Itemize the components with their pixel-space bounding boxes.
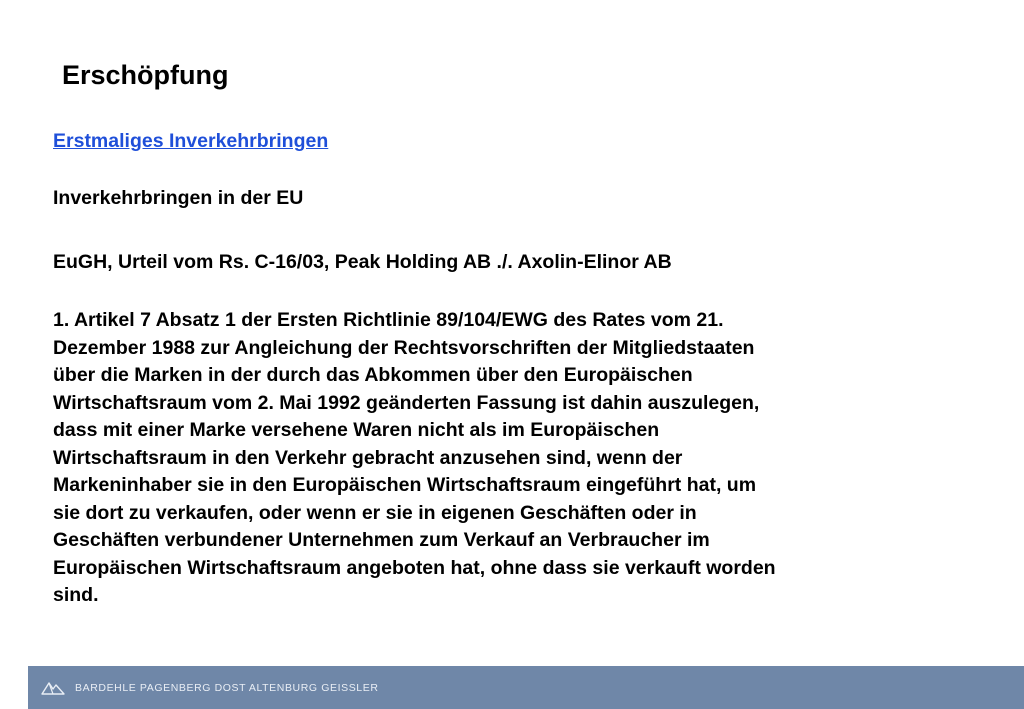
ruling-line: Dezember 1988 zur Angleichung der Rechtsvorschriften der Mitgliedstaaten: [53, 336, 755, 359]
subheading: Inverkehrbringen in der EU: [53, 187, 304, 209]
section-link[interactable]: Erstmaliges Inverkehrbringen: [53, 130, 329, 152]
ruling-line: Geschäften verbundener Unternehmen zum Verkauf an Verbraucher im: [53, 529, 710, 551]
ruling-line: Europäischen Wirtschaftsraum angeboten hat, ohne dass sie verkauft worden: [53, 556, 776, 579]
firm-name: BARDEHLE PAGENBERG DOST ALTENBURG GEISSLER: [75, 681, 379, 694]
ruling-line: sie dort zu verkaufen, oder wenn er sie in eigenen Geschäften oder in: [53, 501, 697, 524]
footer-bar: [28, 666, 1024, 709]
ruling-line: über die Marken in der durch das Abkommen über den Europäischen: [53, 364, 693, 386]
ruling-line: Wirtschaftsraum in den Verkehr gebracht anzusehen sind, wenn der: [53, 446, 683, 469]
ruling-line: Wirtschaftsraum vom 2. Mai 1992 geänderten Fassung ist dahin auszulegen,: [53, 391, 760, 414]
ruling-line: dass mit einer Marke versehene Waren nicht als im Europäischen: [53, 419, 660, 441]
ruling-text: [53, 307, 953, 610]
slide-title: Erschöpfung: [62, 60, 229, 90]
case-reference: EuGH, Urteil vom Rs. C-16/03, Peak Holding AB ./. Axolin-Elinor AB: [53, 251, 672, 273]
ruling-line: Markeninhaber sie in den Europäischen Wirtschaftsraum eingeführt hat, um: [53, 474, 757, 496]
ruling-line: sind.: [53, 584, 99, 606]
ruling-line: 1. Artikel 7 Absatz 1 der Ersten Richtlinie 89/104/EWG des Rates vom 21.: [53, 309, 724, 331]
firm-logo-icon: [41, 680, 65, 696]
